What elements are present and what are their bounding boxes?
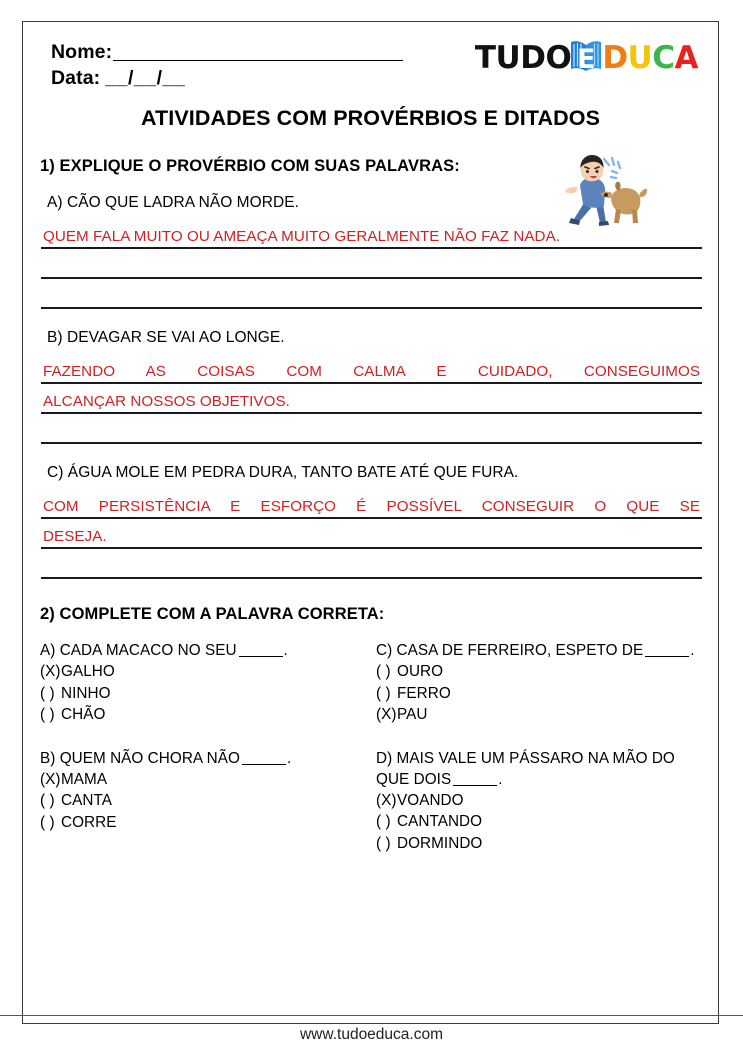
mc-blank[interactable] (242, 764, 286, 765)
mc-option-label: CANTANDO (397, 813, 483, 830)
date-field-row (51, 65, 403, 91)
mc-option-label: FERRO (397, 684, 451, 702)
mc-option[interactable] (40, 790, 368, 812)
mc-blank[interactable] (239, 656, 283, 657)
book-icon (569, 38, 603, 78)
logo-letter-c: C (652, 39, 675, 76)
answer-line[interactable] (41, 549, 702, 579)
mc-option-label: CHÃO (61, 706, 106, 723)
mc-question-suffix: . (283, 642, 288, 659)
worksheet-header (37, 34, 704, 100)
mc-option-label: CORRE (61, 813, 117, 831)
answer-text: ALCANÇAR NOSSOS OBJETIVOS. (43, 393, 290, 410)
logo-letter-u: U (627, 39, 653, 76)
mc-option-mark: ( ) (376, 684, 391, 702)
proverb-text: A) CÃO QUE LADRA NÃO MORDE. (47, 194, 299, 211)
answer-line[interactable] (41, 279, 702, 309)
mc-option-mark: ( ) (40, 813, 55, 831)
name-input-rule[interactable] (113, 60, 403, 61)
mc-blank[interactable] (645, 656, 689, 657)
name-label: Nome: (51, 41, 113, 63)
student-identification-block (51, 39, 403, 91)
mc-question-text (376, 640, 704, 661)
section-explain-proverbs (37, 157, 704, 579)
mc-option[interactable] (40, 704, 368, 726)
mc-option[interactable] (376, 704, 704, 726)
answer-text: FAZENDO AS COISAS COM CALMA E CUIDADO, CONSEGUIMOS (43, 363, 700, 380)
mc-question-suffix: . (286, 749, 292, 767)
mc-option-mark: (X) (40, 770, 61, 788)
answer-line[interactable] (41, 219, 702, 249)
mc-option[interactable] (376, 661, 704, 683)
answer-line[interactable] (41, 354, 702, 384)
mc-question-text (40, 640, 368, 661)
mc-option-label: OURO (397, 663, 444, 680)
answer-lines (37, 489, 704, 579)
answer-text: DESEJA. (43, 528, 107, 545)
date-input-slots[interactable]: __/__/__ (105, 67, 186, 89)
mc-option-label: GALHO (61, 663, 115, 680)
proverb-text: B) DEVAGAR SE VAI AO LONGE. (47, 329, 285, 346)
footer-website: www.tudoeduca.com (299, 1026, 444, 1043)
mc-option[interactable] (40, 661, 368, 683)
mc-option[interactable] (376, 833, 704, 855)
question-2-heading: 2) COMPLETE COM A PALAVRA CORRETA: (40, 605, 385, 623)
answer-text: COM PERSISTÊNCIA E ESFORÇO É POSSÍVEL CONSEGUIR O QUE SE (43, 498, 700, 515)
mc-option-label: DORMINDO (397, 834, 483, 852)
mc-option-label: MAMA (61, 770, 108, 788)
mc-question-text (376, 748, 704, 790)
mc-option-label: CANTA (61, 792, 112, 809)
mc-option-label: VOANDO (397, 791, 464, 809)
worksheet-page (22, 21, 719, 1024)
mc-blank[interactable] (453, 785, 497, 786)
proverb-item (37, 329, 704, 444)
mc-option-label: PAU (397, 706, 428, 723)
multiple-choice-grid (37, 640, 704, 854)
answer-lines (37, 354, 704, 444)
answer-line[interactable] (41, 384, 702, 414)
svg-text:E: E (577, 44, 596, 75)
question-1-heading: 1) EXPLIQUE O PROVÉRBIO COM SUAS PALAVRAS: (40, 157, 460, 175)
mc-option[interactable] (40, 769, 368, 791)
mc-option-mark: (X) (376, 791, 397, 809)
mc-option[interactable] (40, 812, 368, 834)
answer-lines (37, 219, 704, 309)
mc-question-prefix: A) CADA MACACO NO SEU (40, 642, 237, 659)
mc-option[interactable] (376, 811, 704, 833)
date-label: Data: (51, 67, 101, 89)
mc-option-mark: ( ) (376, 834, 391, 852)
logo-letter-d: D (602, 39, 628, 76)
mc-option-mark: (X) (376, 706, 397, 723)
mc-option-mark: ( ) (40, 684, 55, 702)
proverb-text: C) ÁGUA MOLE EM PEDRA DURA, TANTO BATE ATÉ QUE FURA. (47, 464, 519, 481)
mc-option-mark: ( ) (40, 706, 55, 723)
mc-option-mark: ( ) (376, 663, 391, 680)
answer-line[interactable] (41, 249, 702, 279)
page-title: ATIVIDADES COM PROVÉRBIOS E DITADOS (140, 106, 601, 130)
mc-option-mark: (X) (40, 663, 61, 680)
answer-text: QUEM FALA MUITO OU AMEAÇA MUITO GERALMENTE NÃO FAZ NADA. (43, 228, 561, 245)
mc-question-prefix: D) MAIS VALE UM PÁSSARO NA MÃO DO QUE DOIS (376, 749, 675, 788)
mc-option[interactable] (40, 683, 368, 705)
mc-option-mark: ( ) (376, 813, 391, 830)
mc-option[interactable] (376, 790, 704, 812)
mc-question-suffix: . (690, 642, 695, 659)
mc-question-suffix: . (498, 770, 503, 788)
mc-option[interactable] (376, 683, 704, 705)
proverb-item (37, 464, 704, 579)
boy-bitten-by-dog-illustration (554, 153, 648, 229)
answer-line[interactable] (41, 414, 702, 444)
tudoeduca-logo (475, 36, 698, 80)
name-field-row (51, 39, 403, 65)
mc-item-b (40, 748, 368, 855)
mc-item-c (376, 640, 704, 726)
logo-text-tudo: TUDO (474, 39, 572, 76)
mc-option-label: NINHO (61, 684, 111, 702)
mc-question-prefix: B) QUEM NÃO CHORA NÃO (40, 749, 240, 767)
mc-option-mark: ( ) (40, 792, 55, 809)
mc-item-d (376, 748, 704, 855)
mc-question-prefix: C) CASA DE FERREIRO, ESPETO DE (376, 642, 644, 659)
answer-line[interactable] (41, 489, 702, 519)
section-complete-word (37, 605, 704, 854)
answer-line[interactable] (41, 519, 702, 549)
mc-item-a (40, 640, 368, 726)
logo-letter-a: A (674, 39, 698, 76)
footer-divider (0, 1015, 743, 1016)
mc-question-text (40, 748, 368, 769)
